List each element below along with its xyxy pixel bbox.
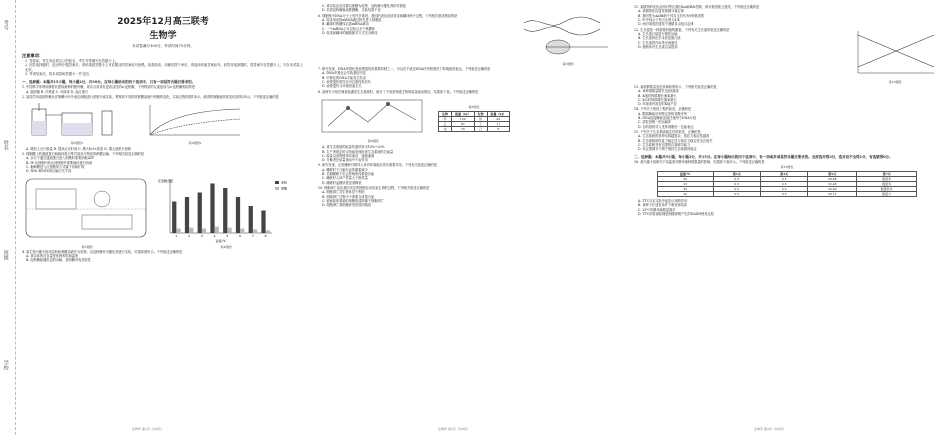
- question-9-option: D. 睡眠时血糖浓度显著降低: [322, 180, 362, 185]
- exam-title: 2025年12月高三联考: [117, 17, 209, 27]
- question-14: 14. 下列关于基因工程的叙述，正确的是: [634, 107, 692, 112]
- question-5-option: D. 若将淀粉酶换成蔗糖酶，实验结果不变: [322, 8, 381, 13]
- sidebar-label-kaohao: 考号: [2, 20, 9, 30]
- x-tick-label: 4: [213, 234, 216, 239]
- figure-4: [156, 175, 296, 248]
- table-header: 第7天: [857, 171, 917, 176]
- legend-swatch: [275, 187, 279, 190]
- exam-subtitle: 本试卷满分100分，考试时间75分钟。: [132, 44, 194, 49]
- table-cell: 甲: [439, 117, 452, 122]
- question-3: 3. 细胞膜上的通道蛋白和载体蛋白等共同参与物质的跨膜运输，下列相关叙述正确的是: [22, 151, 144, 156]
- figure-8: [318, 96, 428, 143]
- sidebar-label-class: 班级: [2, 250, 9, 260]
- energy-table: [438, 111, 510, 132]
- figure-2-1: [22, 101, 132, 144]
- question-7-option: D. 表观遗传与环境因素无关: [322, 84, 362, 89]
- notice-item: 1. 答卷前，考生务必将自己的姓名、考生号等填写在答题卡上。: [25, 58, 119, 63]
- exam-subject: 生物学: [149, 31, 177, 42]
- question-14-option: D. 目的基因导入受体细胞后一定能表达: [638, 124, 694, 129]
- table-cell: 30: [658, 186, 714, 191]
- question-6: 6. 细胞核中DNA分子上有许多基因，基因的表达包括转录和翻译两个过程，下列相关叙述错误的是: [318, 13, 458, 18]
- question-3-option: A. 水分子通过通道蛋白进入细胞时需要消耗ATP: [26, 156, 95, 161]
- question-16-option: C. 25℃时酵母菌数量最多: [638, 207, 676, 212]
- table-cell: 丁: [474, 122, 487, 127]
- page-1-footer: 生物学 第1页（共8页）: [132, 426, 164, 431]
- table-cell: 20: [658, 176, 714, 181]
- section-2-heading: 二、选择题：本题共5小题，每小题3分，共15分。在每小题给出的四个选项中，有一项或多项是符合题目要求的。全部选对得3分，选对但不全得1分，有选错得0分。: [634, 154, 893, 159]
- x-axis-label: 温度/℃: [215, 239, 227, 244]
- question-8-option: C. 能量沿食物链单向流动、逐级递减: [322, 153, 375, 158]
- figure-2-1-caption: 第2题图1: [70, 140, 84, 145]
- question-16-option: A. TTC在本实验中起指示剂的作用: [638, 198, 688, 203]
- question-12: 12. 生长素是一种重要的植物激素，下列有关生长素的叙述正确的是: [634, 27, 730, 32]
- section-1-heading: 一、选择题：本题共15小题，每小题2分，共30分。在每小题给出的四个选项中，只有一项是符合题目要求的。: [22, 79, 196, 84]
- table-cell: 0.5: [713, 191, 760, 196]
- question-13-option: C. K/2时种群增长速率最大: [638, 97, 677, 102]
- question-1-options: A. 脂肪酸 B. 纤维素 C. 叶绿体 D. 血红蛋白: [26, 89, 88, 94]
- table-cell: 丙: [474, 117, 487, 122]
- bar-chart: [156, 175, 296, 243]
- question-6-option: B. 翻译时核糖体沿着mRNA移动: [322, 22, 369, 27]
- table-row: [439, 127, 510, 132]
- bar: [210, 184, 214, 234]
- question-13-option: B. K值时种群增长速率最大: [638, 93, 677, 98]
- table-cell: 0.5: [760, 186, 807, 191]
- question-4: 4. 某生物兴趣小组用淀粉和蔗糖溶液作为底物，以淀粉酶作为催化剂进行实验，结果如图所示。下列叙述正确的是: [22, 249, 183, 254]
- binding-margin: [0, 0, 16, 435]
- figure-6-caption: 第6题图: [562, 61, 574, 66]
- bar: [189, 228, 193, 233]
- table-row: [658, 191, 917, 196]
- x-tick-label: 5: [226, 234, 229, 239]
- question-4-option: A. 该实验的自变量是底物种类和温度: [26, 254, 79, 259]
- crossing-lines-plot: [850, 27, 940, 79]
- question-7: 7. 研究发现，DNA甲基化是表观遗传的重要机制之一，可以在不改变DNA序列的情况下影响基因表达，下列叙述正确的是: [318, 66, 491, 71]
- table-8-caption: 第8题表: [468, 104, 480, 109]
- apparatus-diagram: [22, 101, 132, 139]
- bar: [185, 197, 189, 233]
- table-cell: 62: [452, 122, 475, 127]
- question-1: 1. 中国科学家利用酶替代提取菌种的胞内酶，成功合成具有更高活性的α-淀粉酶，下列物质的元素组成与α-淀粉酶相同的是: [22, 85, 196, 90]
- figure-2-2-caption: 第2题图2: [188, 140, 202, 145]
- temperature-table: [657, 171, 917, 197]
- question-11-option: B. 基因型为AaBb的个体自交后代有9种基因型: [638, 13, 704, 18]
- table-8: [438, 105, 510, 134]
- curve-plot: [140, 101, 250, 139]
- bar: [215, 227, 219, 233]
- table-cell: 数量少: [857, 191, 917, 196]
- question-6-option: D. 转录和翻译的碱基配对方式完全相同: [322, 30, 378, 35]
- table-cell: 己: [474, 127, 487, 132]
- dna-transcription-diagram: [518, 13, 618, 61]
- figure-3: [22, 175, 152, 248]
- table-header: 第3天: [760, 171, 807, 176]
- bar: [223, 188, 227, 233]
- bar: [176, 229, 180, 234]
- question-3-option: C. 葡萄糖进入红细胞的方式属于协助扩散: [26, 164, 85, 169]
- table-cell: 0.5: [760, 181, 807, 186]
- page-3-footer: 生物学 第3页（共8页）: [754, 426, 786, 431]
- figure-6: [518, 13, 618, 66]
- ecosystem-diagram: [318, 96, 428, 138]
- question-8: 8. 某研究小组在调查某湖泊生态系统时，统计了不同营养级生物的能量流动情况，结果如下表。下列叙述正确的是: [318, 89, 479, 94]
- question-12-option: C. 生长素的作用具有两重性: [638, 40, 678, 45]
- question-10-option: A. 细胞凋亡对生物体是不利的: [322, 190, 365, 195]
- bar: [240, 229, 244, 234]
- question-16-option: D. TTC的检测原理是细胞呼吸产生的NADH使其还原: [638, 211, 714, 216]
- question-13-option: A. 该种群数量增长呈J形曲线: [638, 89, 679, 94]
- question-4-option: B. 淀粉酶能催化淀粉水解，说明酶具有高效性: [26, 258, 91, 263]
- question-3-option: B. H⁺从细胞内转运到细胞外需要载体蛋白协助: [26, 160, 93, 165]
- page-1: [22, 4, 304, 431]
- x-tick-label: 6: [239, 234, 242, 239]
- figure-12-caption: 第12题图: [888, 79, 902, 84]
- bar: [266, 231, 270, 234]
- bar: [172, 202, 176, 234]
- question-16-option: B. 该种子在适宜条件下萌发率较高: [638, 203, 687, 208]
- table-cell: 0.5: [760, 191, 807, 196]
- table-cell: 35.60: [808, 186, 857, 191]
- bar: [261, 211, 265, 234]
- question-10: 10. 细胞凋亡是由基因决定的细胞自动结束生命的过程，下列相关叙述正确的是: [318, 186, 430, 191]
- table-header: 生物: [474, 111, 487, 116]
- notice-item: 3. 考试结束后，将本试卷和答题卡一并交回。: [25, 72, 92, 77]
- x-tick-label: 3: [200, 234, 203, 239]
- sidebar-label-school: 学校: [2, 360, 9, 370]
- question-7-option: C. 表观遗传的性状可以遗传给后代: [322, 79, 371, 84]
- table-header: 能量（kJ）: [452, 111, 475, 116]
- question-16: 16. 某兴趣小组研究不同温度对酵母菌种群数量的影响，结果如下表所示。下列叙述正确的是: [634, 160, 765, 165]
- bar: [227, 228, 231, 233]
- question-6-option: A. 转录形成的mRNA通过核孔进入细胞质: [322, 17, 382, 22]
- table-header: 能量（kJ）: [487, 111, 510, 116]
- question-13: 13. 某种群数量变化规律如图所示，下列相关叙述正确的是: [634, 84, 717, 89]
- question-2-options: A. 增加土豆片数量 B. 提高反应时间 C. 增大H₂O₂浓度 D. 增大滤纸片面积: [26, 146, 132, 151]
- page-2: [318, 4, 618, 431]
- table-cell: 0.5: [713, 176, 760, 181]
- table-cell: 25: [658, 181, 714, 186]
- bar: [198, 193, 202, 234]
- y-axis-label: 还原糖含量: [158, 179, 174, 184]
- question-2: 2. 某同学用成熟的紫色洋葱鳞片叶外表皮细胞进行质壁分离实验，观察到不同浓度蔗糖溶液中细胞的变化，实验过程如图1所示。测得的细胞液浓度变化如图2所示。下列叙述正确的是: [22, 94, 279, 99]
- table-cell: 11: [487, 122, 510, 127]
- x-tick-label: 1: [175, 234, 178, 239]
- bar: [202, 229, 206, 234]
- question-3-option: D. NH₄⁺和NH₃的运输方式不同: [26, 169, 72, 174]
- table-cell: 乙: [439, 122, 452, 127]
- membrane-transport-diagram: [22, 175, 152, 243]
- question-8-option: D. 分解者在能量流动中不起作用: [322, 158, 368, 163]
- table-header: 生物: [439, 111, 452, 116]
- table-header: 第1天: [713, 171, 760, 176]
- figure-8-caption: 第8题图: [367, 139, 379, 144]
- question-5-option: C. 该实验还应设置以蔗糖为底物、淀粉酶为催化剂的对照组: [322, 4, 407, 8]
- question-11-option: D. 两对基因的遗传不遵循自由组合定律: [638, 22, 694, 27]
- question-10-option: C. 被病原体感染的细胞的清除属于细胞凋亡: [322, 198, 384, 203]
- sidebar-label-name: 姓名: [2, 140, 9, 150]
- table-cell: 28.12: [808, 191, 857, 196]
- question-15-option: B. 生态系统的恢复力稳定性与抵抗力稳定性呈正相关: [638, 138, 713, 143]
- question-13-option: D. 环境条件改变时K值不变: [638, 102, 677, 107]
- question-12-option: A. 生长素只能进行极性运输: [638, 31, 678, 36]
- table-cell: 0.5: [713, 186, 760, 191]
- legend-label: 淀粉: [281, 181, 288, 186]
- page-2-footer: 生物学 第2页（共8页）: [438, 426, 470, 431]
- question-10-option: B. 细胞凋亡过程中不需要合成蛋白质: [322, 194, 375, 199]
- bar: [253, 230, 257, 234]
- bar: [236, 197, 240, 233]
- table-cell: 79: [452, 127, 475, 132]
- page-3: [634, 4, 940, 431]
- question-11: 11. 某植物的花色由两对等位基因A/a和B/b控制，两对基因独立遗传，下列叙述正确的是: [634, 5, 760, 9]
- question-8-option: A. 该生态系统的能量传递效率为10%~20%: [322, 145, 385, 150]
- table-cell: 0.5: [760, 176, 807, 181]
- figure-3-caption: 第3题图: [81, 244, 93, 249]
- question-6-option: C. 一个mRNA上可以结合多个核糖体: [322, 26, 376, 31]
- question-9-option: C. 睡眠时人体产热量大于散热量: [322, 176, 368, 181]
- question-15-option: D. 负反馈调节不利于维持生态系统的稳定: [638, 147, 697, 152]
- question-11-option: C. F₂中纯合子所占比例为1/4: [638, 17, 680, 22]
- table-cell: 数量多: [857, 181, 917, 186]
- question-14-option: B. DNA连接酶能连接任意两个DNA片段: [638, 116, 696, 121]
- question-15-option: C. 生态系统具有无限的自我调节能力: [638, 142, 691, 147]
- question-7-option: A. DNA甲基化会导致基因突变: [322, 71, 366, 76]
- figure-12: [850, 27, 940, 84]
- table-cell: 45: [487, 117, 510, 122]
- table-cell: 8: [487, 127, 510, 132]
- table-cell: 数量较多: [857, 186, 917, 191]
- question-12-option: D. 植物体内生长素含量很高: [638, 44, 678, 49]
- question-8-option: B. 生产者固定的太阳能是流经该生态系统的总能量: [322, 149, 394, 154]
- table-cell: 数量多: [857, 176, 917, 181]
- question-12-option: B. 生长素的化学本质是蛋白质: [638, 36, 681, 41]
- question-14-option: C. 质粒是唯一的运载体: [638, 120, 672, 125]
- question-7-option: B. 甲基化的DNA不能发生转录: [322, 75, 366, 80]
- question-14-option: A. 限制酶能识别特定的核苷酸序列: [638, 111, 687, 116]
- notice-heading: 注意事项：: [22, 53, 43, 59]
- table-cell: 32.48: [808, 181, 857, 186]
- table-header: 温度/℃: [658, 171, 714, 176]
- x-tick-label: 7: [251, 234, 254, 239]
- figure-2-2: [140, 101, 250, 144]
- question-9-option: A. 睡眠时下丘脑分泌的激素减少: [322, 167, 368, 172]
- question-9: 9. 研究发现，正常睡眠对维持人体内环境稳态具有重要作用，下列有关叙述正确的是: [318, 163, 437, 168]
- notice-item: 2. 回答选择题时，选出每小题答案后，用铅笔把答题卡上对应题目的答案标号涂黑。如需改动，用橡皮擦干净后，再选涂其他答案标号。回答非选择题时，将答案写在答题卡上，写在本试卷上无效。: [25, 63, 303, 72]
- question-9-option: B. 长期睡眠不足会影响免疫系统功能: [322, 172, 375, 177]
- x-tick-label: 8: [264, 234, 267, 239]
- x-tick-label: 2: [188, 234, 191, 239]
- question-15-option: A. 生态系统的营养结构越复杂，抵抗力稳定性越高: [638, 134, 710, 139]
- table-cell: 35: [658, 191, 714, 196]
- table-cell: 戊: [439, 127, 452, 132]
- question-11-option: A. 该植物花色遗传遵循分离定律: [638, 9, 684, 14]
- table-header: 第5天: [808, 171, 857, 176]
- table-16-caption: 第16题表: [780, 164, 794, 169]
- table-cell: 30.88: [808, 176, 857, 181]
- question-15: 15. 下列关于生态系统稳定性的叙述，正确的是: [634, 130, 701, 135]
- legend-swatch: [275, 181, 279, 184]
- table-cell: 100: [452, 117, 475, 122]
- bar: [249, 206, 253, 233]
- legend-label: 蔗糖: [281, 187, 288, 192]
- question-10-option: D. 细胞凋亡和细胞坏死的原因相同: [322, 203, 372, 208]
- figure-4-caption: 第4题图: [220, 244, 232, 249]
- table-cell: 0.5: [713, 181, 760, 186]
